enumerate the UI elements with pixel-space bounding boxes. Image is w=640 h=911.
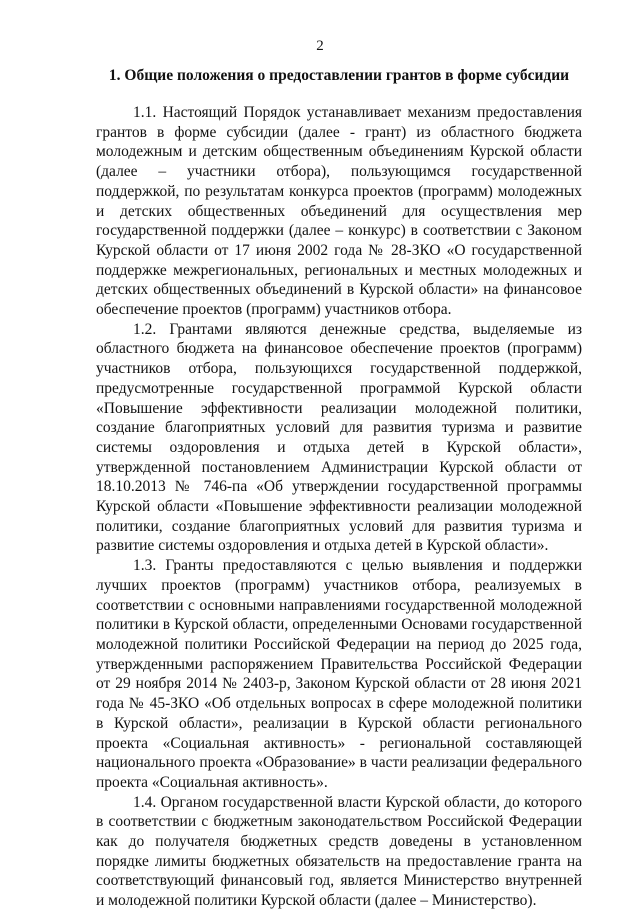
paragraph-1-1: 1.1. Настоящий Порядок устанавливает механизм предоставления грантов в форме субсидии (далее - грант) из областного бюджета молодежным и детским общественным объединениям Курской области (далее – участники отбора), пользующимся государственной поддержкой, по результатам конкурса проектов (программ) молодежных и детских общественных объединений для осуществления мер государственной поддержки (далее – конкурс) в соответствии с Законом Курской области от 17 июня 2002 года № 28-ЗКО «О государственной поддержке межрегиональных, региональных и местных молодежных и детских общественных объединений в Курской области» на финансовое обеспечение проектов (программ) участников отбора.	[96, 104, 582, 319]
paragraph-1-2: 1.2. Грантами являются денежные средства, выделяемые из областного бюджета на финансовое обеспечение проектов (программ) участников отбора, пользующихся государственной поддержкой, предусмотренные государственной программой Курской области «Повышение эффективности реализации молодежной политики, создание благоприятных условий для развития туризма и развитие системы оздоровления и отдыха детей в Курской области», утвержденной постановлением Администрации Курской области от 18.10.2013 № 746-па «Об утверждении государственной программы Курской области «Повышение эффективности реализации молодежной политики, создание благоприятных условий для развития туризма и развитие системы оздоровления и отдыха детей в Курской области».	[96, 320, 582, 555]
page-number: 2	[316, 38, 324, 54]
section-heading: 1. Общие положения о предоставлении грантов в форме субсидии	[108, 67, 570, 84]
paragraph-1-3: 1.3. Гранты предоставляются с целью выявления и поддержки лучших проектов (программ) участников отбора, реализуемых в соответствии с основными направлениями государственной молодежной политики в Курской области, определенными Основами государственной молодежной политики Российской Федерации на период до 2025 года, утвержденными распоряжением Правительства Российской Федерации от 29 ноября 2014 № 2403-р, Законом Курской области от 28 июня 2021 года № 45-ЗКО «Об отдельных вопросах в сфере молодежной политики в Курской области», реализации в Курской области регионального проекта «Социальная активность» - региональной составляющей национального проекта «Образование» в части реализации федерального проекта «Социальная активность».	[96, 557, 582, 791]
paragraph-1-4: 1.4. Органом государственной власти Курской области, до которого в соответствии с бюджетным законодательством Российской Федерации как до получателя бюджетных средств доведены в установленном порядке лимиты бюджетных обязательств на предоставление гранта на соответствующий финансовый год, является Министерство внутренней и молодежной политики Курской области (далее – Министерство).	[96, 793, 582, 910]
section-body	[96, 103, 582, 911]
